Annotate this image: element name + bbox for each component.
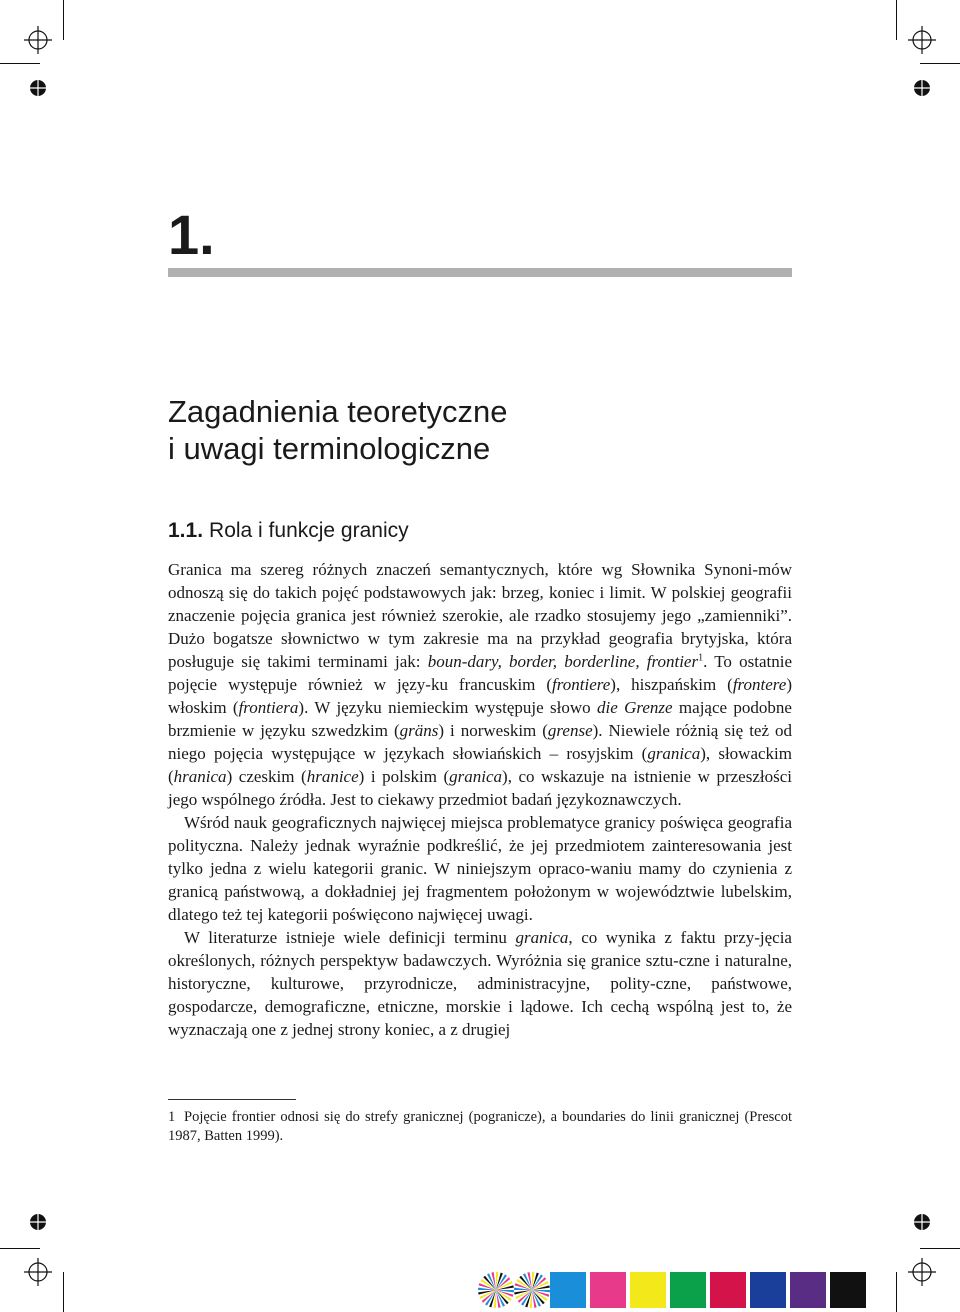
footnote-number: 1: [168, 1109, 176, 1125]
section-number: 1.1.: [168, 519, 204, 542]
crop-line: [920, 63, 960, 64]
register-dot-icon: [28, 78, 48, 98]
chapter-title-line: i uwagi terminologiczne: [168, 431, 491, 466]
color-swatch: [670, 1272, 706, 1308]
crop-line: [896, 1272, 897, 1312]
body-paragraph: Wśród nauk geograficznych najwięcej miejsca problematyce granicy poświęca geografia polityczna. Należy jednak wyraźnie podkreślić, że jej przedmiotem zainteresowania jest tylko jedna z wielu kategorii granic. W niniejszym opraco-waniu mamy do czynienia z granicą państwową, a dokładniej jej fragmentem położonym w województwie lubelskim, dlatego też tej kategorii poświęcono najwięcej uwagi.: [168, 813, 792, 924]
color-star-target-icon: [478, 1272, 514, 1308]
footnote: [168, 1108, 792, 1146]
body-paragraph: Granica ma szereg różnych znaczeń semantycznych, które wg Słownika Synoni-mów odnoszą się do takich pojęć podstawowych jak: brzeg, koniec i limit. W polskiej geografii znaczenie pojęcia granica jest również szerokie, ale rzadko stosujemy jego „zamienniki”. Dużo bogatsze słownictwo w tym zakresie ma na przykład geografia brytyjska, która posługuje się takimi terminami jak: boun-dary, border, borderline, frontier$^1$. To ostatnie pojęcie występuje również w języ-ku francuskim (frontiere), hiszpańskim (frontere) włoskim (frontiera). W języku niemieckim występuje słowo die Grenze mające podobne brzmienie w języku szwedzkim (gräns) i norweskim (grense). Niewiele różnią się też od niego pojęcia występujące w językach słowiańskich – rosyjskim (granica), słowackim (hranica) czeskim (hranice) i polskim (granica), co wskazuje na istnienie w przeszłości jego wspólnego źródła. Jest to ciekawy przedmiot badań językoznawczych.: [168, 560, 792, 809]
section-heading: [168, 517, 409, 545]
chapter-title: [168, 393, 792, 467]
body-paragraph: W literaturze istnieje wiele definicji terminu granica, co wynika z faktu przy-jęcia określonych, różnych perspektyw badawczych. Wyróżnia się granice sztu-czne i naturalne, historyczne, kulturowe, przyrodnicze, administracyjne, polity-czne, państwowe, gospodarcze, demograficzne, etniczne, morskie i lądowe. Ich cechą wspólną jest to, że wyznaczają one z jednej strony koniec, a z drugiej: [168, 928, 792, 1039]
chapter-title-line: Zagadnienia teoretyczne: [168, 394, 508, 429]
registration-mark-icon: [24, 1258, 52, 1286]
footnote-text: Pojęcie frontier odnosi się do strefy granicznej (pogranicze), a boundaries do linii granicznej (Prescot 1987, Batten 1999).: [168, 1109, 792, 1144]
crop-line: [0, 1248, 40, 1249]
color-swatch: [590, 1272, 626, 1308]
color-swatch: [790, 1272, 826, 1308]
crop-line: [0, 63, 40, 64]
registration-mark-icon: [24, 26, 52, 54]
color-swatch: [830, 1272, 866, 1308]
register-dot-icon: [912, 1212, 932, 1232]
body-text: [168, 558, 792, 1041]
color-star-target-icon: [514, 1272, 550, 1308]
color-swatch: [710, 1272, 746, 1308]
color-swatch: [550, 1272, 586, 1308]
crop-line: [63, 1272, 64, 1312]
chapter-rule: [168, 268, 792, 277]
crop-line: [920, 1248, 960, 1249]
register-dot-icon: [912, 78, 932, 98]
chapter-number: 1.: [168, 203, 215, 266]
crop-line: [63, 0, 64, 40]
color-swatch: [630, 1272, 666, 1308]
section-title: Rola i funkcje granicy: [209, 519, 409, 542]
registration-mark-icon: [908, 26, 936, 54]
footnote-rule: [168, 1099, 296, 1100]
crop-line: [896, 0, 897, 40]
registration-mark-icon: [908, 1258, 936, 1286]
register-dot-icon: [28, 1212, 48, 1232]
color-swatch: [750, 1272, 786, 1308]
